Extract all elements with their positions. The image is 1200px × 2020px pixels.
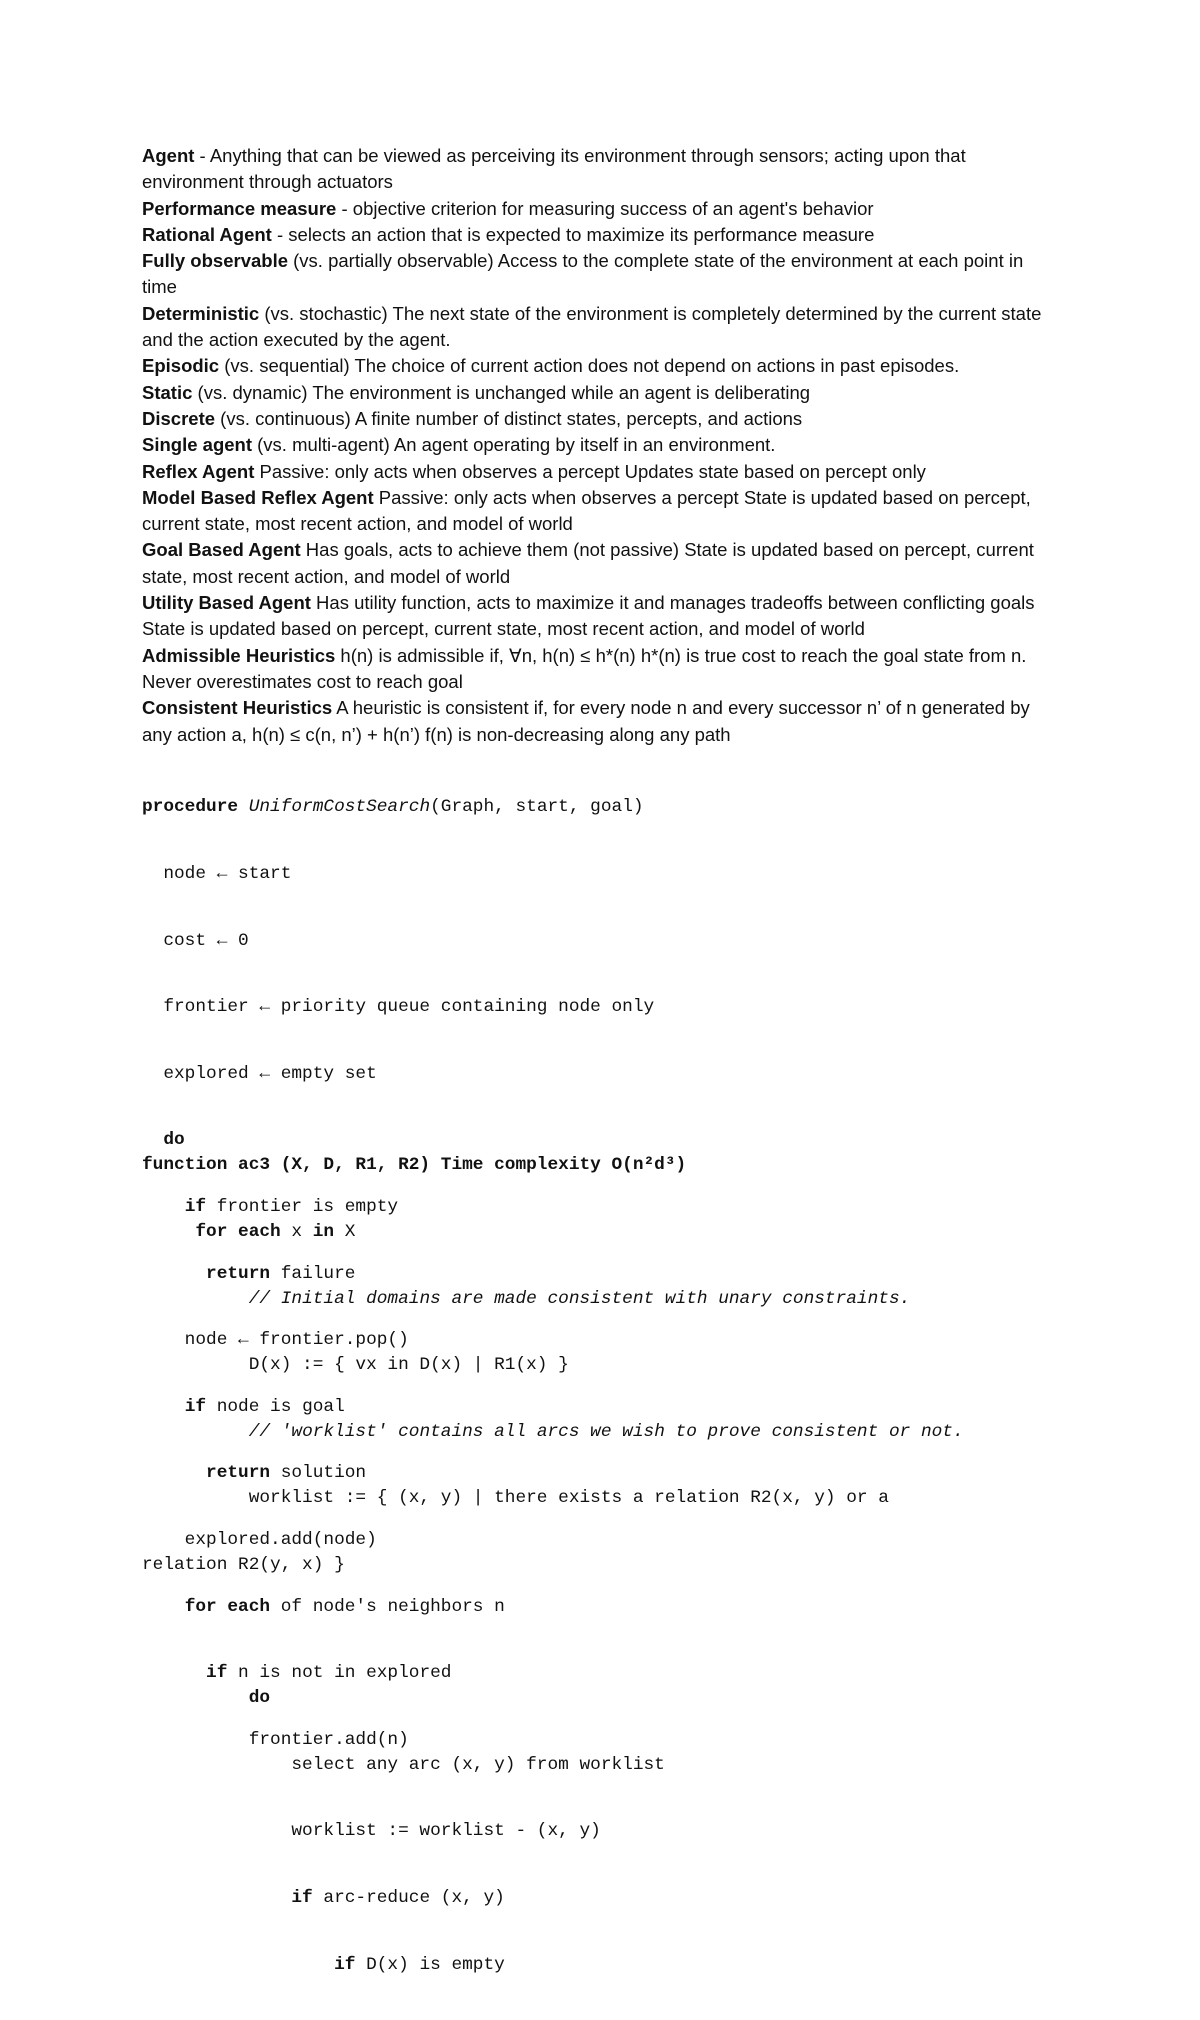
definition-term: Goal Based Agent xyxy=(142,539,301,561)
code-line: node ← start xyxy=(142,864,292,884)
code-text: arc-reduce (x, y) xyxy=(312,1887,505,1908)
definition-model-based-reflex-agent xyxy=(142,485,1062,538)
definition-text: - Anything that can be viewed as perceiving its environment through sensors; acting upon that environment through actuators xyxy=(142,145,966,193)
definitions-list xyxy=(142,143,1062,748)
code-text: frontier is empty xyxy=(206,1196,399,1217)
definition-text: (vs. stochastic) The next state of the environment is completely determined by the current state and the action executed by the agent. xyxy=(142,302,1042,351)
definition-text: (vs. partially observable) Access to the complete state of the environment at each point in time xyxy=(142,250,1024,298)
definition-reflex-agent xyxy=(142,459,1062,485)
definition-text: Passive: only acts when observes a percept Updates state based on percept only xyxy=(254,460,926,482)
definition-term: Fully observable xyxy=(142,250,288,272)
code-line: frontier ← priority queue containing node only xyxy=(142,997,655,1018)
code-line: explored.add(node) xyxy=(142,1529,377,1550)
code-text: x xyxy=(280,1222,313,1242)
code-line: relation R2(y, x) } xyxy=(142,1554,345,1575)
definition-text: (vs. sequential) The choice of current action does not depend on actions in past episodes. xyxy=(219,355,960,377)
definition-text: - objective criterion for measuring success of an agent's behavior xyxy=(336,197,874,219)
definition-agent xyxy=(142,143,1062,196)
definition-text: Has goals, acts to achieve them (not passive) State is updated based on percept, current state, most recent action, and model of world xyxy=(142,539,1034,587)
code-line: select any arc (x, y) from worklist xyxy=(142,1754,665,1775)
ac3-pseudocode xyxy=(142,1110,1102,2020)
definition-term: Admissible Heuristics xyxy=(142,644,336,666)
definition-single-agent xyxy=(142,432,1062,458)
definition-term: Reflex Agent xyxy=(142,460,255,482)
code-keyword: if xyxy=(334,1954,356,1975)
code-text: failure xyxy=(270,1263,356,1284)
definition-text: (vs. dynamic) The environment is unchanged while an agent is deliberating xyxy=(192,381,811,403)
code-text: D(x) is empty xyxy=(355,1954,505,1975)
definition-episodic xyxy=(142,353,1062,379)
code-line xyxy=(142,1221,1102,1243)
code-keyword: for each xyxy=(184,1596,271,1617)
definition-term: Single agent xyxy=(142,434,252,456)
function-signature: function ac3 (X, D, R1, R2) Time complexity O(n²d³) xyxy=(142,1155,687,1176)
code-text: n is not in explored xyxy=(227,1663,452,1684)
definition-text: - selects an action that is expected to maximize its performance measure xyxy=(271,223,875,245)
definition-text: Has utility function, acts to maximize it and manages tradeoffs between conflicting goals State is updated based on percept, current state, most recent action, and model of world xyxy=(142,592,1035,640)
definition-term: Discrete xyxy=(142,407,216,429)
code-line xyxy=(142,1288,1102,1310)
definition-performance-measure xyxy=(142,196,1062,222)
blank-line xyxy=(142,1621,1102,1643)
code-keyword: return xyxy=(206,1463,271,1484)
definition-rational-agent xyxy=(142,222,1062,248)
definition-utility-based-agent xyxy=(142,590,1062,643)
code-text: of node's neighbors n xyxy=(270,1596,505,1617)
definition-term: Agent xyxy=(142,145,195,166)
definition-term: Static xyxy=(142,381,193,403)
code-keyword: if xyxy=(184,1396,207,1417)
definition-text: (vs. continuous) A finite number of distinct states, percepts, and actions xyxy=(215,407,803,429)
definition-term: Rational Agent xyxy=(142,223,272,245)
code-keyword: if xyxy=(291,1887,313,1908)
code-text: node is goal xyxy=(206,1396,345,1417)
code-comment: // Initial domains are made consistent with unary constraints. xyxy=(248,1288,911,1309)
code-line xyxy=(142,1154,1102,1176)
code-keyword: for each xyxy=(195,1222,281,1242)
definition-text: A heuristic is consistent if, for every node n and every successor n’ of n generated by any action a, h(n) ≤ c(n, n’) + h(n’) f(n) is non-decreasing along any path xyxy=(142,697,1030,745)
definition-admissible-heuristics xyxy=(142,643,1062,696)
code-line: worklist := worklist - (x, y) xyxy=(142,1821,601,1842)
definition-static xyxy=(142,380,1062,406)
procedure-name: UniformCostSearch xyxy=(248,797,431,818)
definition-term: Model Based Reflex Agent xyxy=(142,486,374,508)
code-line xyxy=(142,796,1102,818)
code-comment: // 'worklist' contains all arcs we wish to prove consistent or not. xyxy=(248,1421,964,1442)
definition-term: Episodic xyxy=(142,355,220,377)
definition-term: Utility Based Agent xyxy=(142,592,311,614)
definition-deterministic xyxy=(142,301,1062,354)
code-keyword: do xyxy=(163,1130,185,1151)
code-line xyxy=(142,1954,1102,1976)
code-line xyxy=(142,1421,1102,1443)
code-line: cost ← 0 xyxy=(142,930,249,951)
definition-term: Deterministic xyxy=(142,302,260,324)
definition-consistent-heuristics xyxy=(142,695,1062,748)
definition-term: Consistent Heuristics xyxy=(142,697,333,719)
definition-text: h(n) is admissible if, ∀n, h(n) ≤ h*(n) h*(n) is true cost to reach the goal state from n. Never overestimates cost to reach goal xyxy=(142,644,1027,692)
code-text: (Graph, start, goal) xyxy=(430,797,644,818)
definition-fully-observable xyxy=(142,248,1062,301)
code-keyword: procedure xyxy=(142,797,239,818)
definition-text: Passive: only acts when observes a percept State is updated based on percept, current state, most recent action, and model of world xyxy=(142,486,1031,535)
code-line: explored ← empty set xyxy=(142,1063,377,1084)
code-line: worklist := { (x, y) | there exists a relation R2(x, y) or a xyxy=(142,1488,889,1509)
definition-text: (vs. multi-agent) An agent operating by itself in an environment. xyxy=(252,434,776,456)
code-line xyxy=(142,1687,1102,1709)
code-text: solution xyxy=(270,1463,367,1484)
code-keyword: do xyxy=(248,1688,271,1709)
definition-discrete xyxy=(142,406,1062,432)
code-keyword: in xyxy=(312,1222,335,1242)
definition-term: Performance measure xyxy=(142,197,337,219)
code-text: X xyxy=(334,1222,356,1242)
code-keyword: if xyxy=(206,1663,228,1684)
code-line: D(x) := { vx in D(x) | R1(x) } xyxy=(142,1355,569,1376)
code-keyword: return xyxy=(206,1263,271,1284)
code-line: node ← frontier.pop() xyxy=(142,1330,409,1351)
code-line: frontier.add(n) xyxy=(142,1729,409,1750)
code-line xyxy=(142,1887,1102,1909)
code-keyword: if xyxy=(184,1196,207,1217)
definition-goal-based-agent xyxy=(142,537,1062,590)
